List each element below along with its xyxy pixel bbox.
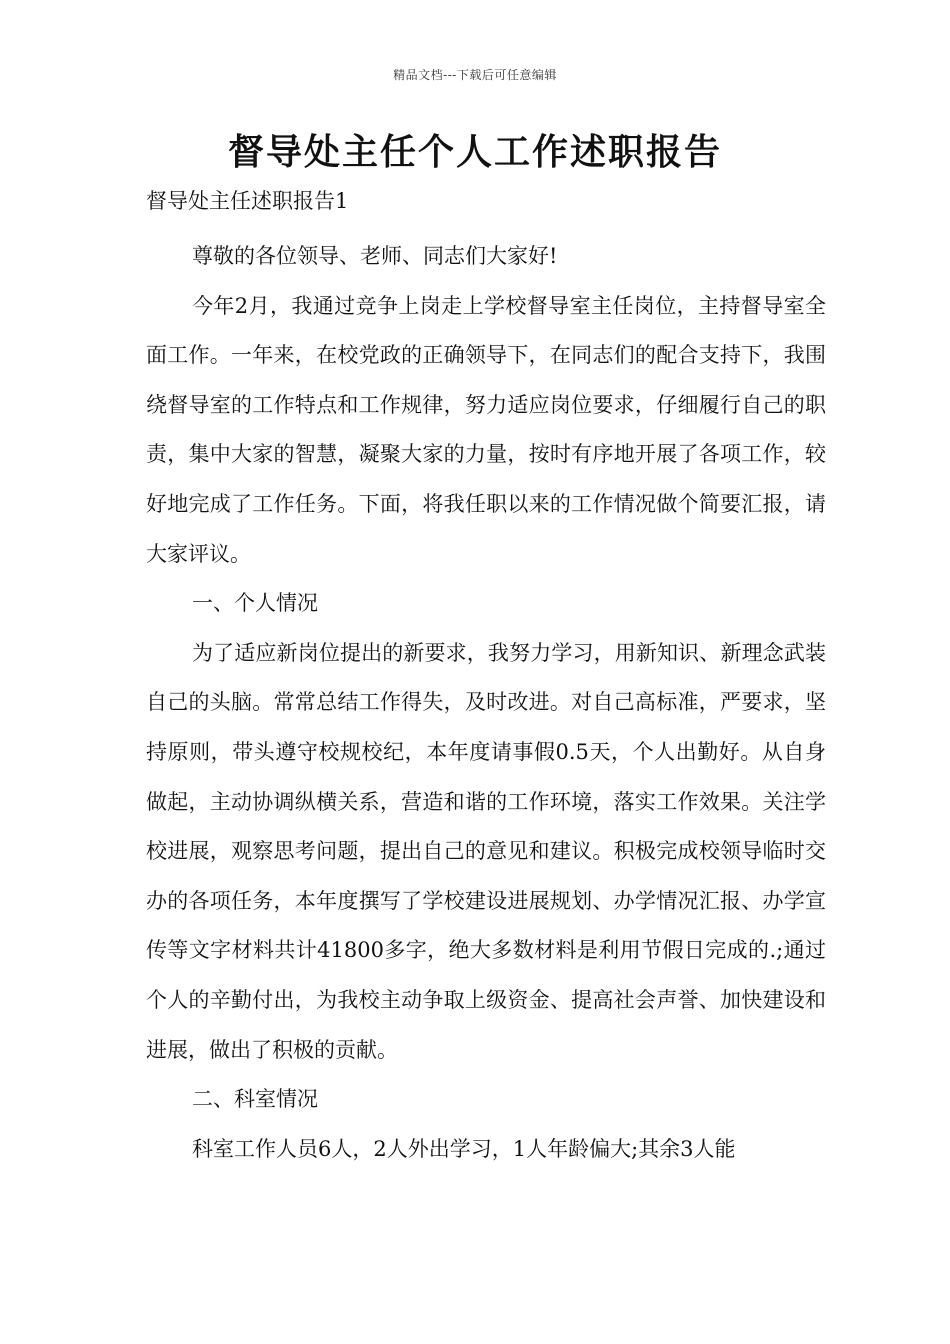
greeting-paragraph: 尊敬的各位领导、老师、同志们大家好! <box>192 244 558 268</box>
section-heading-office: 二、科室情况 <box>192 1087 318 1112</box>
personal-paragraph: 为了适应新岗位提出的新要求，我努力学习，用新知识、新理念武装自己的头脑。常常总结工作得失，及时改进。对自己高标准，严要求，坚持原则，带头遵守校规校纪，本年度请事假0.5天，个人出勤好。从自身做起，主动协调纵横关系，营造和谐的工作环境，落实工作效果。关注学校进展，观察思考问题，提出自己的意见和建议。积极完成校领导临时交办的各项任务，本年度撰写了学校建设进展规划、办学情况汇报、办学宣传等文字材料共计41800多字，绝大多数材料是利用节假日完成的.;通过个人的辛勤付出，为我校主动争取上级资金、提高社会声誉、加快建设和进展，做出了积极的贡献。 <box>146 640 826 1062</box>
office-paragraph: 科室工作人员6人，2人外出学习，1人年龄偏大;其余3人能 <box>192 1136 736 1161</box>
header-note: 精品文档---下载后可任意编辑 <box>393 68 557 82</box>
intro-paragraph: 今年2月，我通过竞争上岗走上学校督导室主任岗位，主持督导室全面工作。一年来，在校党政的正确领导下，在同志们的配合支持下，我围绕督导室的工作特点和工作规律，努力适应岗位要求，仔细履行自己的职责，集中大家的智慧，凝聚大家的力量，按时有序地开展了各项工作，较好地完成了工作任务。下面，将我任职以来的工作情况做个简要汇报，请大家评议。 <box>146 293 826 566</box>
document-subtitle: 督导处主任述职报告1 <box>146 189 349 213</box>
section-heading-personal: 一、个人情况 <box>192 591 318 616</box>
document-title: 督导处主任个人工作述职报告 <box>227 132 722 173</box>
document-body <box>146 232 826 1174</box>
